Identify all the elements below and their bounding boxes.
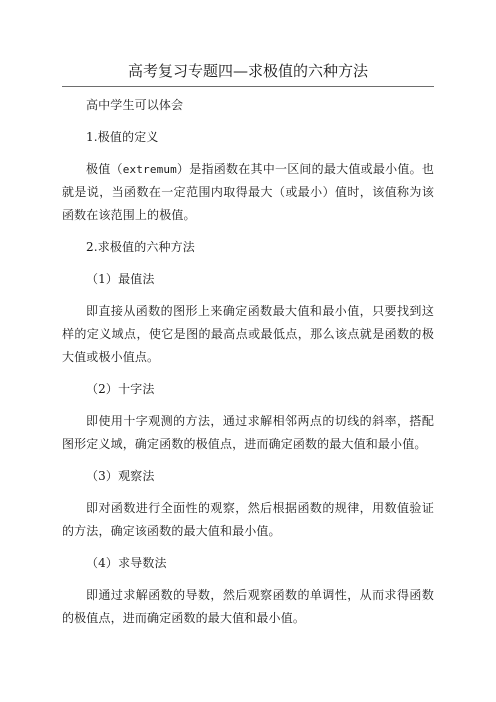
document-title: 高考复习专题四—求极值的六种方法 bbox=[127, 62, 368, 80]
definition-term-extremum: extremum bbox=[122, 163, 177, 176]
title-underline bbox=[62, 86, 434, 87]
intro-paragraph: 高中学生可以体会 bbox=[86, 98, 184, 112]
method-3-paragraph: 即对函数进行全面性的观察，然后根据函数的规律，用数值验证的方法，确定该函数的最大值和最小值。 bbox=[62, 501, 434, 538]
section-2-heading: 2.求极值的六种方法 bbox=[86, 240, 195, 254]
method-2-heading: （2）十字法 bbox=[86, 382, 155, 396]
definition-paragraph bbox=[62, 158, 434, 227]
method-4-paragraph: 即通过求解函数的导数，然后观察函数的单调性，从而求得函数的极值点，进而确定函数的最大值和最小值。 bbox=[62, 588, 434, 625]
method-1-paragraph: 即直接从函数的图形上来确定函数最大值和最小值，只要找到这样的定义域点，使它是图的最高点或最低点，那么该点就是函数的极大值或极小值点。 bbox=[62, 304, 434, 364]
method-3-heading: （3）观察法 bbox=[86, 469, 155, 483]
method-4-heading: （4）求导数法 bbox=[86, 556, 167, 570]
method-1-heading: （1）最值法 bbox=[86, 272, 155, 286]
method-2-paragraph: 即使用十字观测的方法，通过求解相邻两点的切线的斜率，搭配图形定义域，确定函数的极值点，进而确定函数的最大值和最小值。 bbox=[62, 414, 434, 451]
definition-text-start: 极值（ bbox=[86, 162, 123, 176]
section-1-heading: 1.极值的定义 bbox=[86, 130, 159, 144]
document-body bbox=[62, 94, 434, 630]
definition-text-rest: ）是指函数在其中一区间的最大值或最小值。也就是说，当函数在一定范围内取得最大（或最小）值时，该值称为该函数在该范围上的极值。 bbox=[62, 162, 435, 222]
